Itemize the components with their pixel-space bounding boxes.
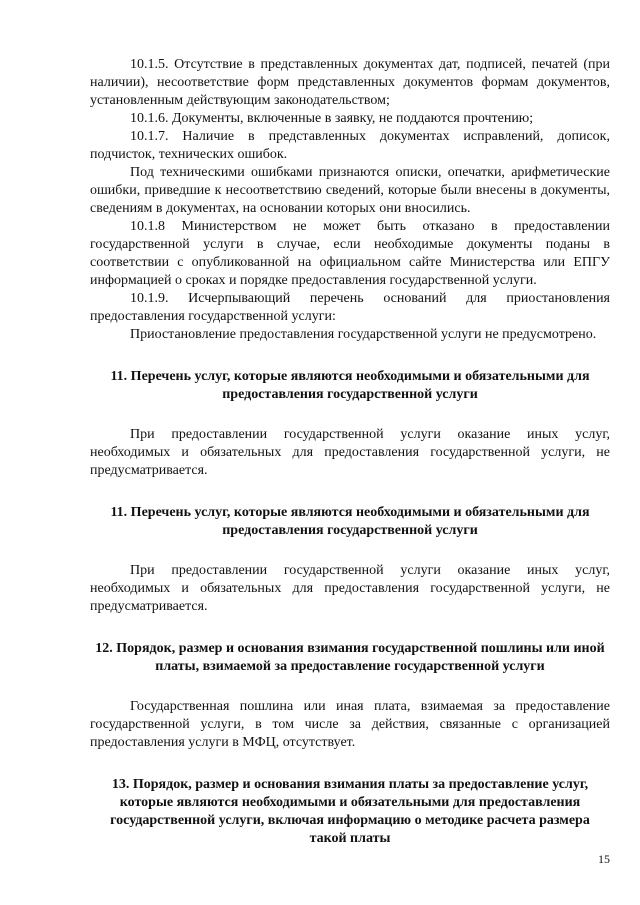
- spacer: [90, 676, 610, 698]
- section-13-heading: 13. Порядок, размер и основания взимания платы за предоставление услуг, которые являются необходимыми и обязательными для предоставления государственной услуги, включая информацию о методике расчета размера такой платы: [110, 777, 590, 846]
- paragraph-10-1-7: 10.1.7. Наличие в представленных документах исправлений, дописок, подчисток, технических ошибок.: [90, 129, 610, 162]
- section-11b-text: При предоставлении государственной услуги оказание иных услуг, необходимых и обязательных для предоставления государственной услуги, не предусматривается.: [90, 563, 610, 614]
- section-11a-text: При предоставлении государственной услуги оказание иных услуг, необходимых и обязательных для предоставления государственной услуги, не предусматривается.: [90, 427, 610, 478]
- page-number: 15: [598, 852, 610, 866]
- paragraph-10-1-8: 10.1.8 Министерством не может быть отказано в предоставлении государственной услуги в случае, если необходимые документы поданы в соответствии с опубликованной на официальном сайте Министерства или ЕПГУ информацией о сроках и порядке предоставления государственной услуги.: [90, 219, 610, 288]
- spacer: [90, 540, 610, 562]
- section-11a-heading: 11. Перечень услуг, которые являются необходимыми и обязательными для предоставления государственной услуги: [110, 369, 590, 402]
- spacer: [90, 404, 610, 426]
- spacer: [90, 480, 610, 504]
- spacer: [90, 344, 610, 368]
- paragraph-technical-errors: Под техническими ошибками признаются описки, опечатки, арифметические ошибки, приведшие к несоответствию сведений, которые были внесены в документы, сведениям в документах, на основании которых они вносились.: [90, 165, 610, 216]
- section-11b-heading: 11. Перечень услуг, которые являются необходимыми и обязательными для предоставления государственной услуги: [110, 505, 590, 538]
- section-12-text: Государственная пошлина или иная плата, взимаемая за предоставление государственной услуги, в том числе за действия, связанные с организацией предоставления услуги в МФЦ, отсутствует.: [90, 699, 610, 750]
- spacer: [90, 616, 610, 640]
- paragraph-10-1-6: 10.1.6. Документы, включенные в заявку, не поддаются прочтению;: [130, 111, 534, 126]
- paragraph-suspension: Приостановление предоставления государственной услуги не предусмотрено.: [130, 327, 597, 342]
- section-12-heading: 12. Порядок, размер и основания взимания государственной пошлины или иной платы, взимаемой за предоставление государственной услуги: [95, 641, 605, 674]
- spacer: [90, 752, 610, 776]
- paragraph-10-1-5: 10.1.5. Отсутствие в представленных документах дат, подписей, печатей (при наличии), несоответствие форм представленных документов формам документов, установленным действующим законодательством;: [90, 57, 610, 108]
- paragraph-10-1-9: 10.1.9. Исчерпывающий перечень оснований для приостановления предоставления государственной услуги:: [90, 291, 610, 324]
- document-page: [90, 56, 610, 848]
